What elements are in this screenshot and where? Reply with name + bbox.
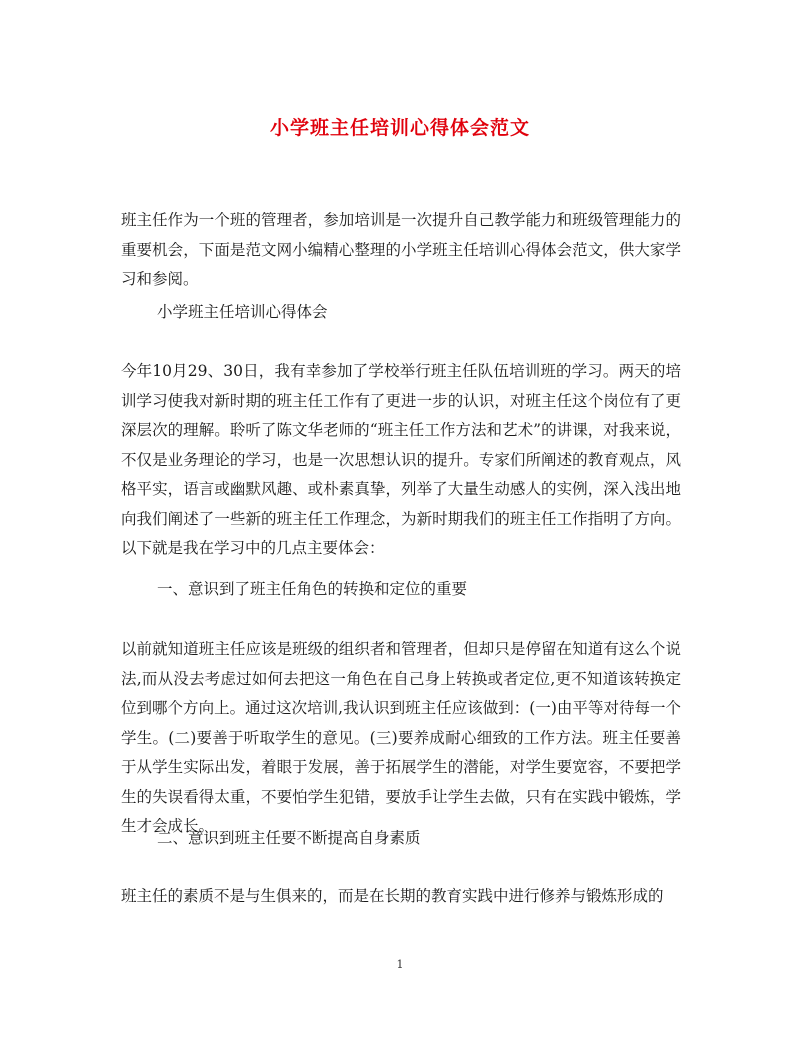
document-title: 小学班主任培训心得体会范文 [269, 117, 530, 139]
section-heading-2: 二、意识到班主任要不断提高自身素质 [157, 829, 421, 847]
body-paragraph-2: 以前就知道班主任应该是班级的组织者和管理者，但却只是停留在知道有这么个说法,而从没去考虑过如何去把这一角色在自己身上转换或者定位,更不知道该转换定位到哪个方向上。通过这次培训,我认识到班主任应该做到：(一)由平等对待每一个学生。(二)要善于听取学生的意见。(三)要养成耐心细致的工作方法。班主任要善于从学生实际出发，着眼于发展，善于拓展学生的潜能，对学生要宽容，不要把学生的失误看得太重，不要怕学生犯错，要放手让学生去做，只有在实践中锻炼，学生才会成长。 [121, 640, 681, 835]
body-paragraph-3: 班主任的素质不是与生俱来的，而是在长期的教育实践中进行修养与锻炼形成的 [121, 887, 664, 905]
page-number: 1 [396, 958, 404, 971]
section-heading-1: 一、意识到了班主任角色的转换和定位的重要 [157, 580, 468, 598]
body-paragraph-1: 今年10月29、30日，我有幸参加了学校举行班主任队伍培训班的学习。两天的培训学习使我对新时期的班主任工作有了更进一步的认识，对班主任这个岗位有了更深层次的理解。聆听了陈文华老师的“班主任工作方法和艺术”的讲课，对我来说，不仅是业务理论的学习，也是一次思想认识的提升。专家们所阐述的教育观点，风格平实，语言或幽默风趣、或朴素真挚，列举了大量生动感人的实例，深入浅出地向我们阐述了一些新的班主任工作理念，为新时期我们的班主任工作指明了方向。以下就是我在学习中的几点主要体会： [121, 362, 681, 557]
section-subtitle: 小学班主任培训心得体会 [157, 303, 328, 321]
intro-paragraph: 班主任作为一个班的管理者，参加培训是一次提升自己教学能力和班级管理能力的重要机会，下面是范文网小编精心整理的小学班主任培训心得体会范文，供大家学习和参阅。 [121, 211, 681, 288]
